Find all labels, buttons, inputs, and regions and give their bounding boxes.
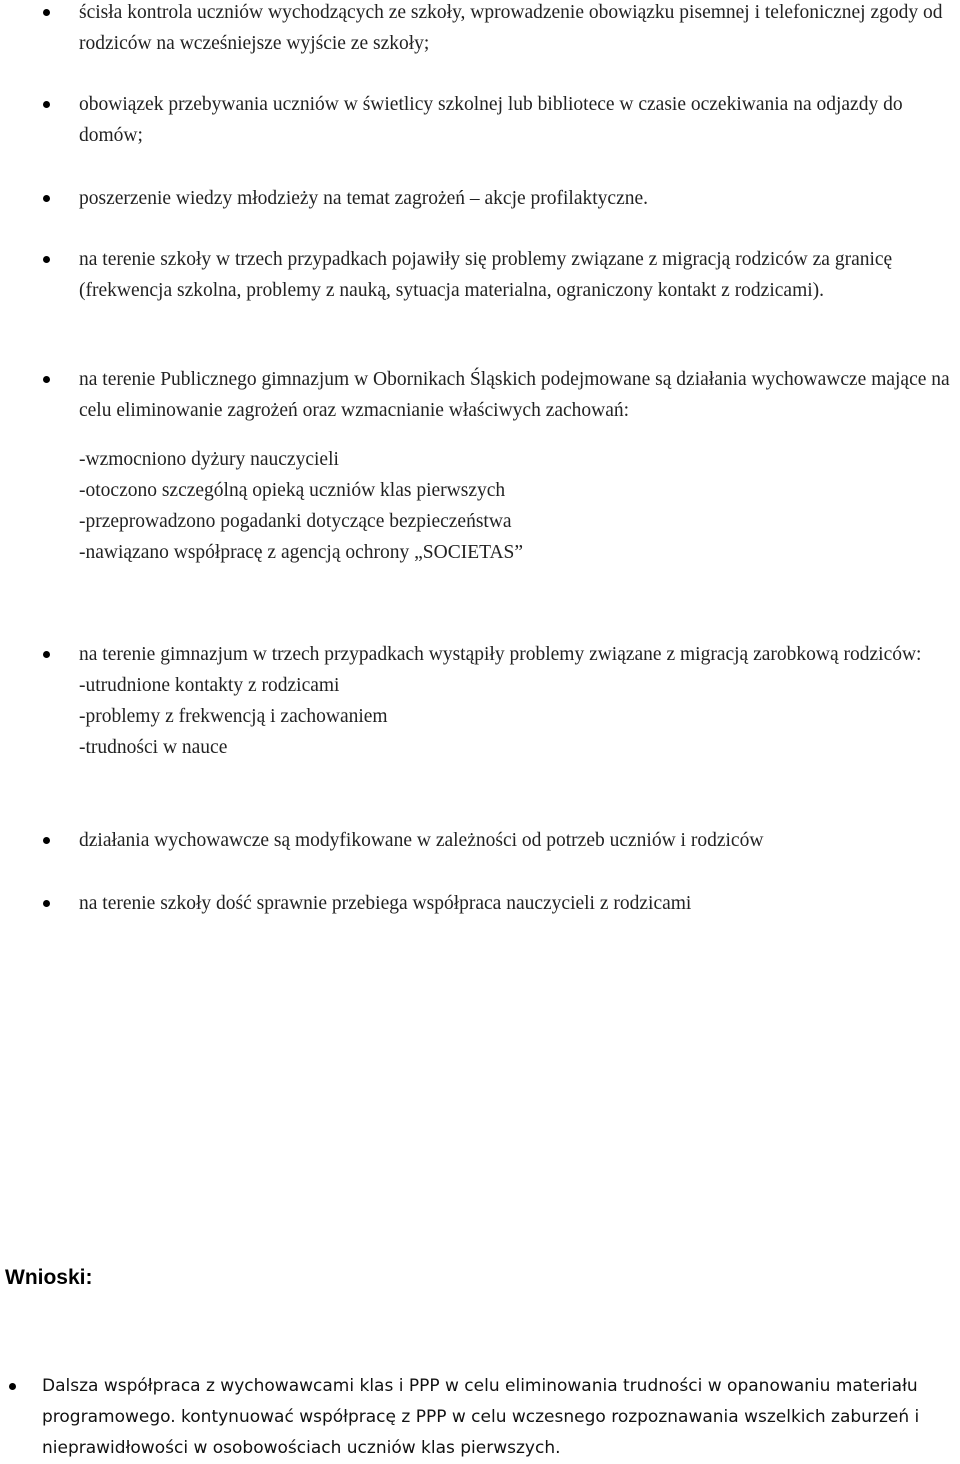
bullet-icon (43, 900, 50, 907)
bullet-icon (9, 1383, 16, 1390)
sub-item: -nawiązano współpracę z agencją ochrony „SOCIETAS” (79, 542, 524, 563)
list-item (79, 639, 955, 763)
list-item-text: obowiązek przebywania uczniów w świetlicy szkolnej lub bibliotece w czasie oczekiwania na odjazdy do domów; (79, 94, 903, 146)
list-item-text: na terenie szkoły dość sprawnie przebiega współpraca nauczycieli z rodzicami (79, 893, 692, 914)
conclusion-item (42, 1371, 942, 1464)
sub-item: -trudności w nauce (79, 737, 228, 758)
conclusion-text: Dalsza współpraca z wychowawcami klas i PPP w celu eliminowania trudności w opanowaniu materiału programowego. kontynuować współpracę z PPP w celu wczesnego rozpoznawania wszelkich zaburzeń i nieprawidłowości w osobowościach uczniów klas pierwszych. (42, 1376, 920, 1458)
bullet-icon (43, 376, 50, 383)
sub-item: -otoczono szczególną opieką uczniów klas pierwszych (79, 480, 506, 501)
bullet-icon (43, 195, 50, 202)
list-item-text: poszerzenie wiedzy młodzieży na temat zagrożeń – akcje profilaktyczne. (79, 188, 649, 209)
list-item-text: na terenie Publicznego gimnazjum w Obornikach Śląskich podejmowane są działania wychowawcze mające na celu eliminowanie zagrożeń oraz wzmacnianie właściwych zachowań: (79, 369, 950, 421)
list-item (79, 0, 955, 59)
list-item-text: na terenie gimnazjum w trzech przypadkach wystąpiły problemy związane z migracją zarobkową rodziców: (79, 644, 922, 665)
bullet-icon (43, 9, 50, 16)
list-item-text: ścisła kontrola uczniów wychodzących ze szkoły, wprowadzenie obowiązku pisemnej i telefonicznej zgody od rodziców na wcześniejsze wyjście ze szkoły; (79, 2, 943, 54)
list-item (79, 825, 955, 856)
list-item-text: działania wychowawcze są modyfikowane w zależności od potrzeb uczniów i rodziców (79, 830, 764, 851)
list-item-text: na terenie szkoły w trzech przypadkach pojawiły się problemy związane z migracją rodziców za granicę (frekwencja szkolna, problemy z nauką, sytuacja materialna, ograniczony kontakt z rodzicami). (79, 249, 893, 301)
list-item (79, 888, 955, 919)
sub-item: -przeprowadzono pogadanki dotyczące bezpieczeństwa (79, 511, 512, 532)
bullet-icon (43, 651, 50, 658)
sub-item: -utrudnione kontakty z rodzicami (79, 675, 340, 696)
bullet-icon (43, 256, 50, 263)
sub-item: -problemy z frekwencją i zachowaniem (79, 706, 388, 727)
list-item (79, 89, 955, 151)
list-item (79, 244, 955, 306)
bullet-icon (43, 837, 50, 844)
list-item (79, 364, 955, 568)
bullet-icon (43, 101, 50, 108)
sub-item: -wzmocniono dyżury nauczycieli (79, 449, 339, 470)
conclusions-heading: Wnioski: (5, 1266, 93, 1289)
list-item (79, 183, 955, 214)
